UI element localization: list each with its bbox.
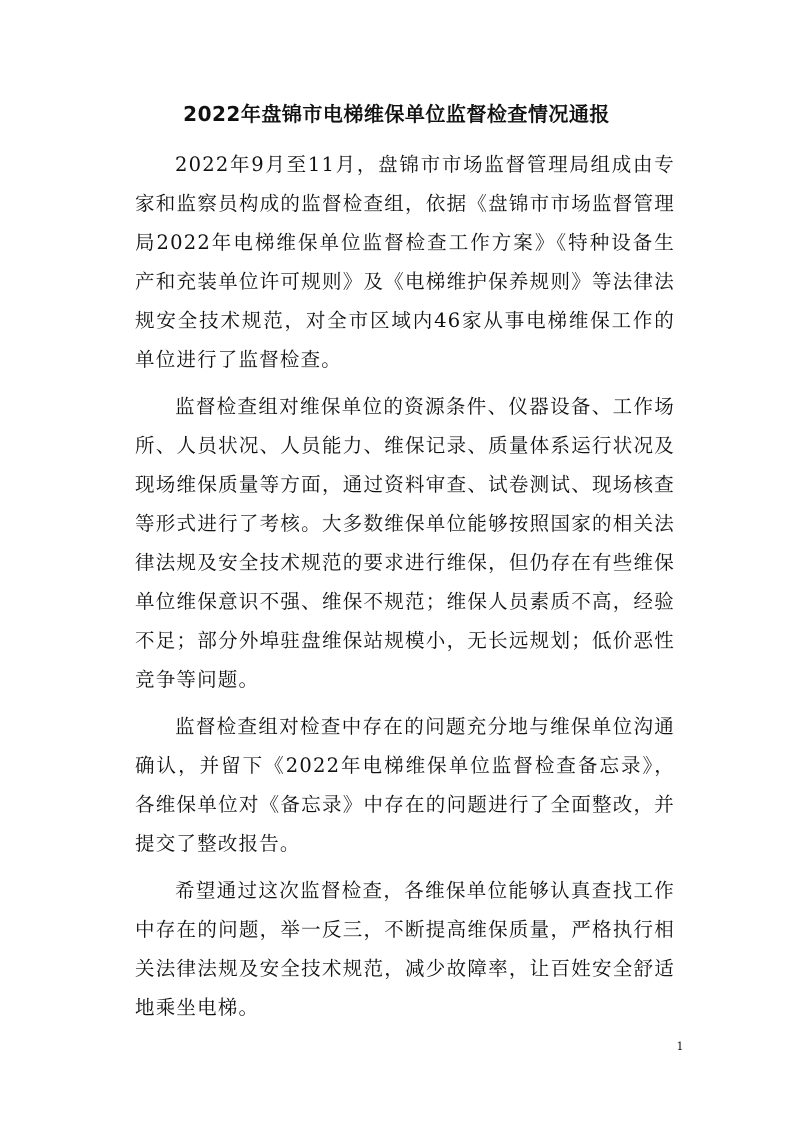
page-number: 1: [676, 1040, 684, 1053]
paragraph-4: 希望通过这次监督检查，各维保单位能够认真查找工作中存在的问题，举一反三，不断提高维保质量，严格执行相关法律法规及安全技术规范，减少故障率，让百姓安全舒适地乘坐电梯。: [135, 879, 675, 1019]
paragraph-1: 2022年9月至11月，盘锦市市场监督管理局组成由专家和监察员构成的监督检查组，依据《盘锦市市场监督管理局2022年电梯维保单位监督检查工作方案》《特种设备生产和充装单位许可规则》及《电梯维护保养规则》等法律法规安全技术规范，对全市区域内46家从事电梯维保工作的单位进行了监督检查。: [135, 153, 675, 371]
paragraph-3: 监督检查组对检查中存在的问题充分地与维保单位沟通确认，并留下《2022年电梯维保单位监督检查备忘录》，各维保单位对《备忘录》中存在的问题进行了全面整改，并提交了整改报告。: [135, 715, 675, 855]
document-title: 2022年盘锦市电梯维保单位监督检查情况通报: [183, 102, 610, 126]
paragraph-2: 监督检查组对维保单位的资源条件、仪器设备、工作场所、人员状况、人员能力、维保记录、质量体系运行状况及现场维保质量等方面，通过资料审查、试卷测试、现场核查等形式进行了考核。大多数维保单位能够按照国家的相关法律法规及安全技术规范的要求进行维保，但仍存在有些维保单位维保意识不强、维保不规范；维保人员素质不高，经验不足；部分外埠驻盘维保站规模小，无长远规划；低价恶性竞争等问题。: [135, 395, 675, 691]
document-body: [135, 145, 675, 1027]
